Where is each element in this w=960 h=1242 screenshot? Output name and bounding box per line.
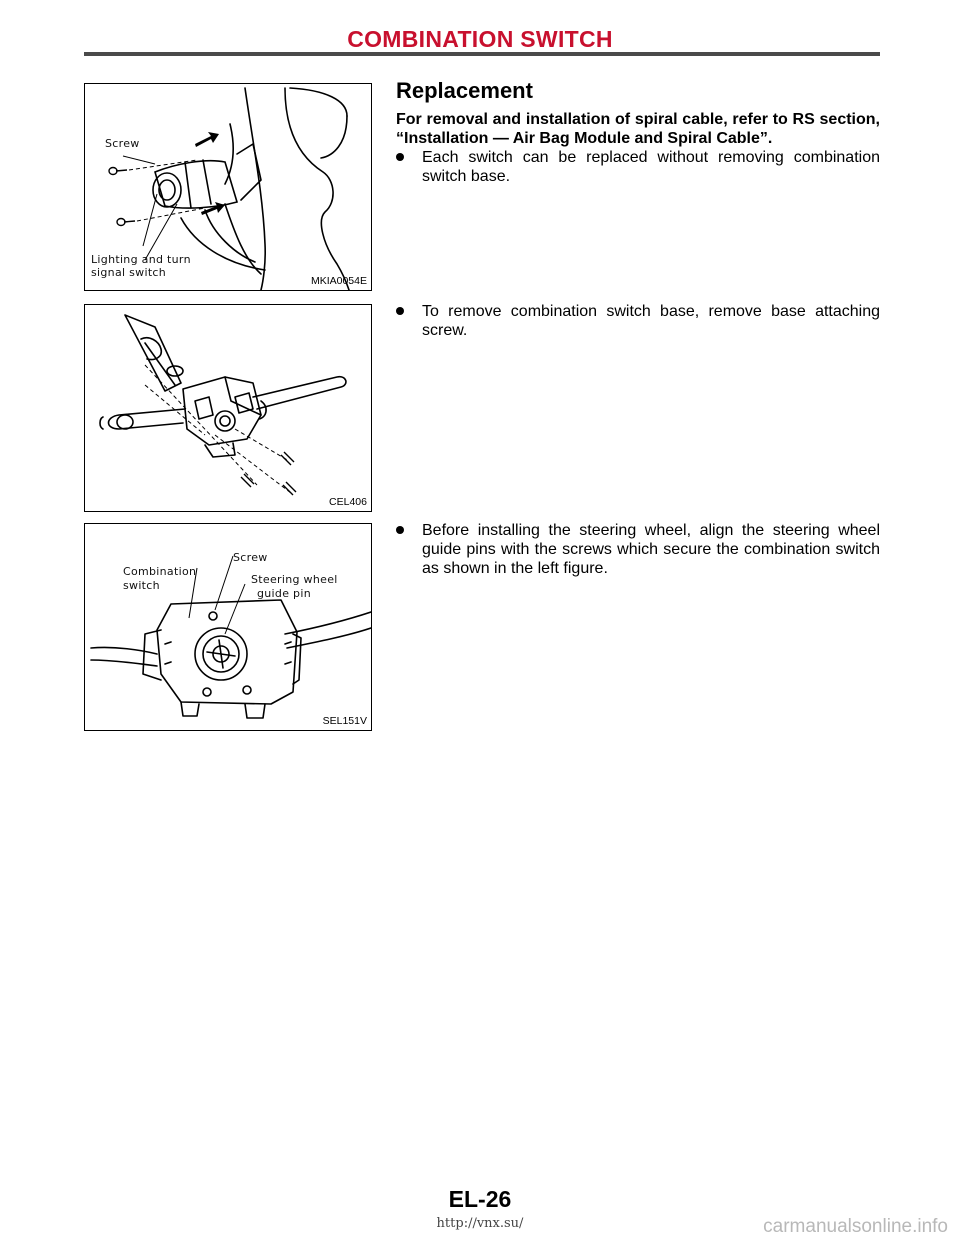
header-title: COMBINATION SWITCH (347, 26, 613, 52)
site-link[interactable]: http://vnx.su/ (436, 1216, 524, 1231)
bullet-dot-icon (396, 153, 404, 161)
page-number: EL-26 (448, 1186, 512, 1212)
figure-code: SEL151V (322, 715, 367, 727)
figure-code: MKIA0054E (310, 275, 367, 287)
watermark: carmanualsonline.info (763, 1216, 948, 1237)
bullet-item (396, 302, 880, 340)
figure-lighting-switch (84, 83, 372, 291)
bullet-item (396, 521, 880, 578)
section-heading: Replacement (396, 78, 533, 103)
header-divider (84, 52, 880, 56)
label-screw: Screw (105, 137, 140, 150)
bullet-dot-icon (396, 526, 404, 534)
figure-switch-base (84, 304, 372, 512)
bullet-text: Before installing the steering wheel, align the steering wheel guide pins with the screws which secure the combination switch as shown in the left figure. (422, 522, 880, 577)
figure-guide-pin (84, 523, 372, 731)
bullet-text: Each switch can be replaced without removing combination switch base. (422, 149, 880, 185)
illustration-switch-base (85, 305, 372, 512)
bullet-item (396, 148, 880, 186)
label-combination-switch-1: Combination (123, 565, 197, 578)
label-lighting-switch-2: signal switch (91, 266, 167, 279)
label-screw: Screw (233, 551, 268, 564)
label-guide-pin-1: Steering wheel (251, 573, 338, 586)
figure-code: CEL406 (329, 496, 367, 508)
bullet-text: To remove combination switch base, remove base attaching screw. (422, 303, 880, 339)
label-lighting-switch-1: Lighting and turn (91, 253, 191, 266)
label-guide-pin-2: guide pin (257, 587, 311, 600)
bullet-dot-icon (396, 307, 404, 315)
intro-paragraph: For removal and installation of spiral cable, refer to RS section, “Installation — Air Bag Module and Spiral Cable”. (396, 111, 880, 147)
label-combination-switch-2: switch (123, 579, 160, 592)
illustration-guide-pin (85, 524, 372, 731)
